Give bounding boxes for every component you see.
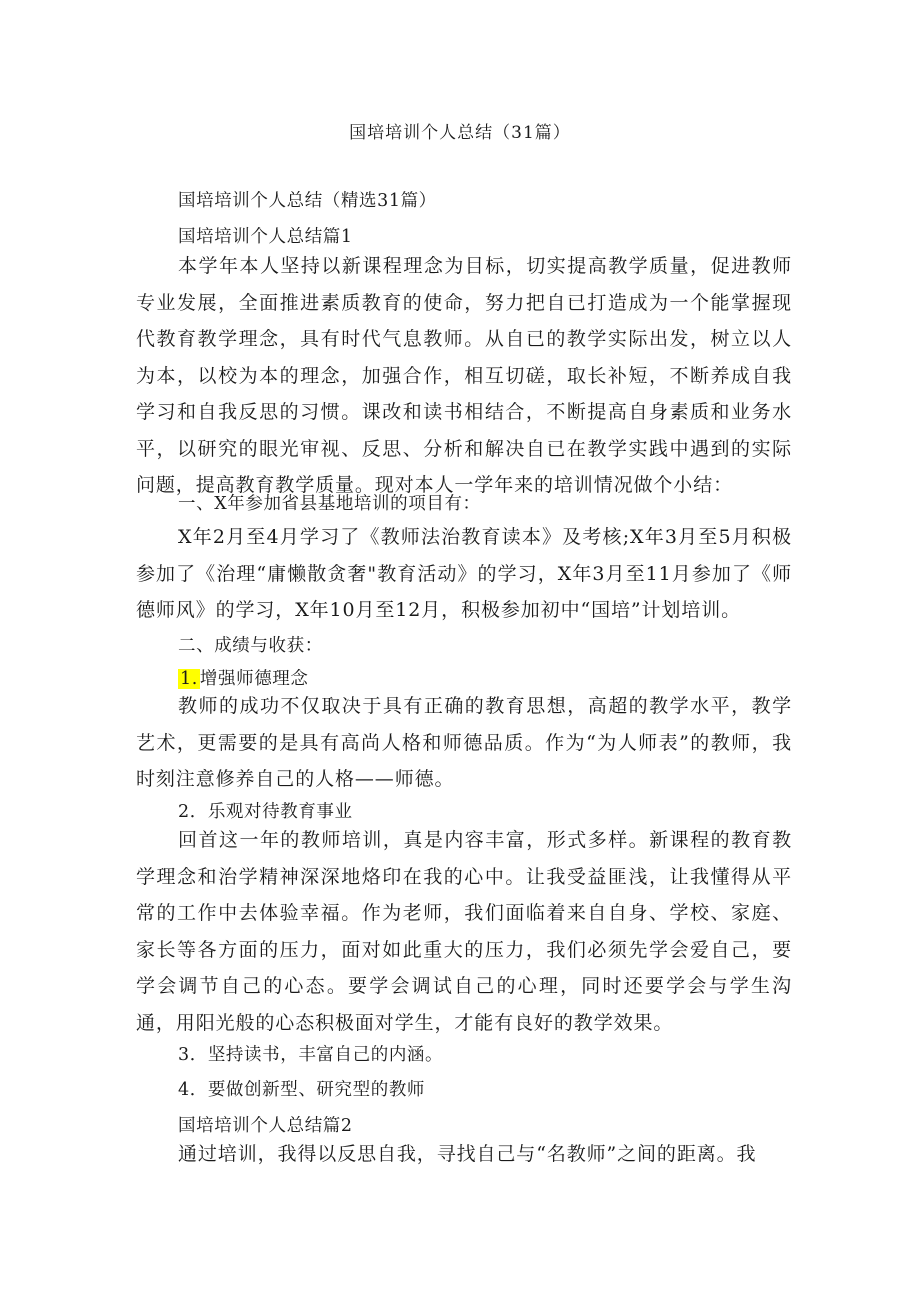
subheading-1-text: 增强师德理念: [199, 669, 309, 689]
document-title: 国培培训个人总结（31篇）: [349, 123, 571, 143]
subheading-1: [178, 665, 309, 690]
section-heading-1: 国培培训个人总结篇1: [178, 227, 353, 247]
paragraph-ethics: 教师的成功不仅取决于具有正确的教育思想，高超的教学水平，教学艺术，更需要的是具有高尚人格和师德品质。作为“为人师表”的教师，我时刻注意修养自己的人格——师德。: [136, 695, 792, 790]
paragraph-optimism: 回首这一年的教师培训，真是内容丰富，形式多样。新课程的教育教学理念和治学精神深深地烙印在我的心中。让我受益匪浅，让我懂得从平常的工作中去体验幸福。作为老师，我们面临着来自自身、学校、家庭、家长等各方面的压力，面对如此重大的压力，我们必须先学会爱自己，要学会调节自己的心态。要学会调试自己的心理，同时还要学会与学生沟通，用阳光般的心态积极面对学生，才能有良好的教学效果。: [136, 829, 792, 1034]
paragraph-reflection: 通过培训，我得以反思自我，寻找自己与“名教师”之间的距离。我: [178, 1143, 757, 1165]
section-heading-2: 国培培训个人总结篇2: [178, 1116, 353, 1136]
subheading-4: 4．要做创新型、研究型的教师: [178, 1080, 426, 1100]
subheading-2: 2．乐观对待教育事业: [178, 802, 353, 822]
highlighted-number: 1.: [180, 669, 198, 689]
subheading-3: 3．坚持读书，丰富自己的内涵。: [178, 1045, 444, 1065]
paragraph-training-items: X年2月至4月学习了《教师法治教育读本》及考核;X年3月至5月积极参加了《治理“庸懒散贪奢"教育活动》的学习，X年3月至11月参加了《师德师风》的学习，X年10月至12月，积极参加初中“国培”计划培训。: [136, 526, 792, 621]
paragraph-intro: 本学年本人坚持以新课程理念为目标，切实提高教学质量，促进教师专业发展，全面推进素质教育的使命，努力把自已打造成为一个能掌握现代教育教学理念，具有时代气息教师。从自已的教学实际出发，树立以人为本，以校为本的理念，加强合作，相互切磋，取长补短，不断养成自我学习和自我反思的习惯。课改和读书相结合，不断提高自身素质和业务水平，以研究的眼光审视、反思、分析和解决自已在教学实践中遇到的实际问题，提高教育教学质量。现对本人一学年来的培训情况做个小结：: [136, 255, 792, 496]
item-heading-1: 一、X年参加省县基地培训的项目有：: [178, 494, 481, 514]
item-heading-2: 二、成绩与收获：: [178, 636, 323, 656]
document-subtitle: 国培培训个人总结（精选31篇）: [178, 191, 437, 211]
